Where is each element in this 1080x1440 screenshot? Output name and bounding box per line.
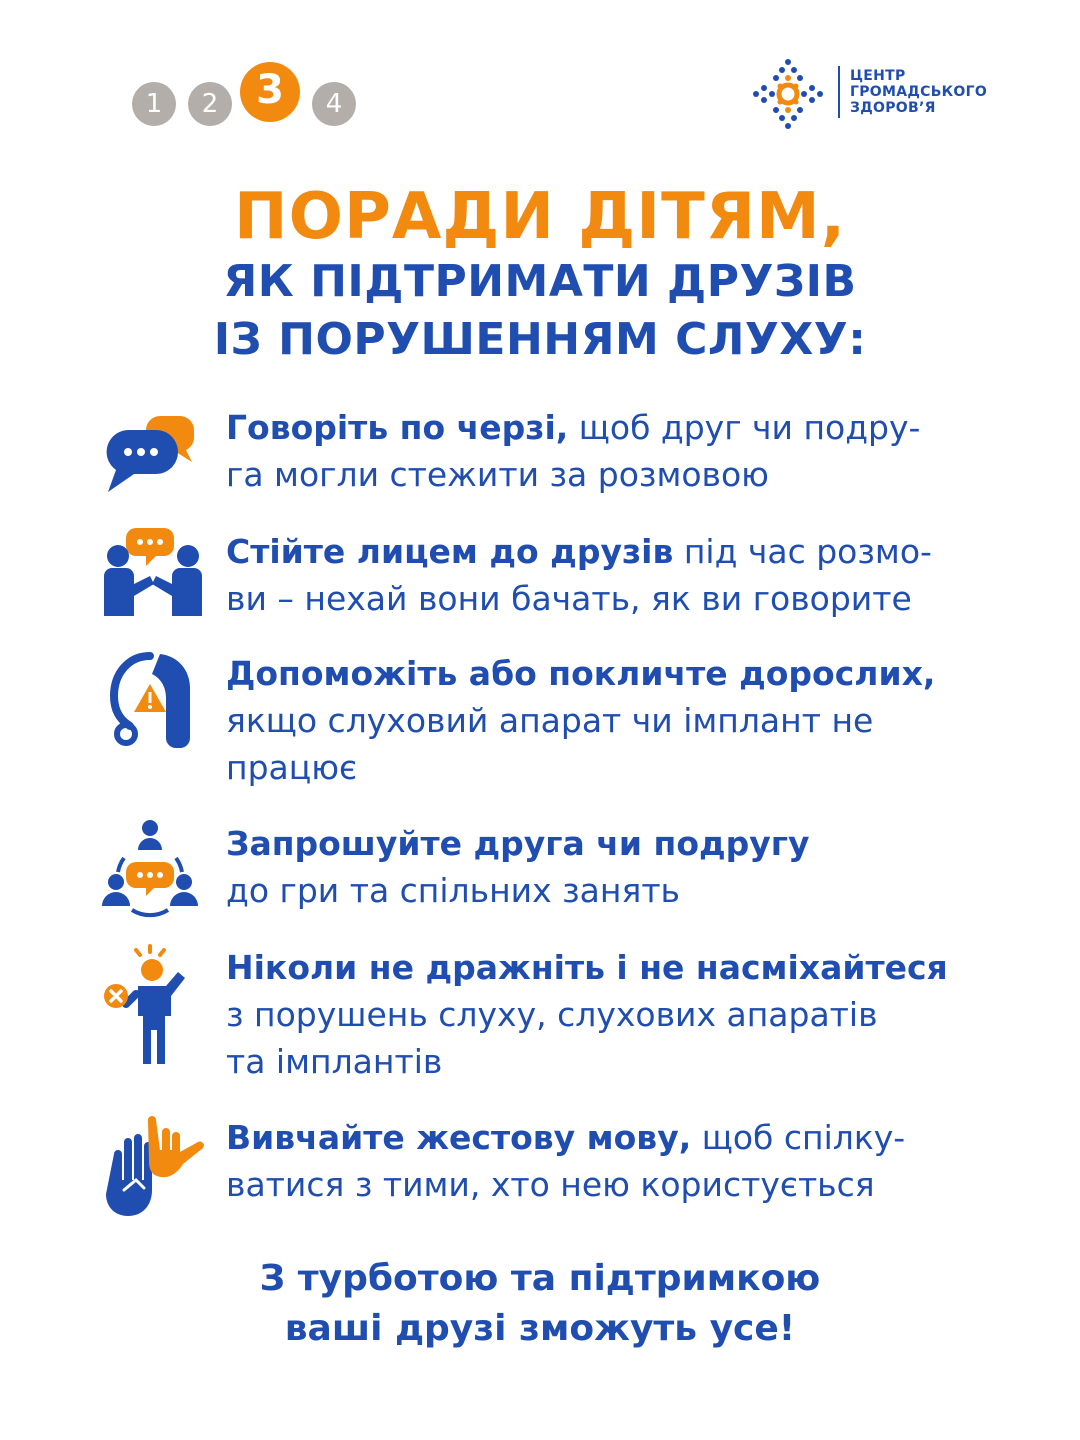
tip-6-line-2: ватися з тими, хто нею користується	[226, 1165, 875, 1204]
page-dot-3-active: 3	[240, 62, 300, 122]
tip-1-rest: щоб друг чи подру-	[568, 408, 921, 447]
tip-1-text	[226, 404, 1026, 498]
tip-6-text	[226, 1114, 1026, 1208]
logo-line-1: ЦЕНТР	[850, 68, 906, 84]
tip-5-line-3: та імплантів	[226, 1042, 443, 1081]
hearing-aid-warning-icon	[100, 650, 210, 760]
page-dot-1: 1	[132, 82, 176, 126]
logo-mark-icon	[752, 58, 832, 130]
organization-logo	[752, 58, 988, 130]
tip-3-bold: Допоможіть або покличте дорослих,	[226, 654, 936, 693]
logo-line-2: ГРОМАДСЬКОГО	[850, 84, 988, 100]
tip-2-line-2: ви – нехай вони бачать, як ви говорите	[226, 579, 912, 618]
tip-5-line-2: з порушень слуху, слухових апаратів	[226, 995, 878, 1034]
tip-6-bold: Вивчайте жестову мову,	[226, 1118, 692, 1157]
page-dot-2: 2	[188, 82, 232, 126]
tip-3-line-2: якщо слуховий апарат чи імплант не	[226, 701, 874, 740]
logo-line-3: ЗДОРОВ’Я	[850, 100, 936, 116]
logo-divider	[838, 66, 840, 118]
tip-4-line-2: до гри та спільних занять	[226, 871, 680, 910]
sign-language-hands-icon	[100, 1114, 210, 1224]
no-teasing-icon	[100, 944, 210, 1064]
people-talking-icon	[100, 528, 210, 638]
footer-line-2: ваші друзі зможуть усе!	[284, 1308, 796, 1349]
speech-bubbles-icon	[100, 404, 210, 514]
page-dot-4: 4	[312, 82, 356, 126]
tip-5-text	[226, 944, 1026, 1085]
tip-3-line-3: працює	[226, 748, 358, 787]
tip-2-rest: під час розмо-	[673, 532, 932, 571]
group-circle-icon	[100, 820, 210, 930]
tip-1-bold: Говоріть по черзі,	[226, 408, 569, 447]
tip-6-rest: щоб спілку-	[691, 1118, 906, 1157]
tip-2-text	[226, 528, 1026, 622]
footer-line-1: З турботою та підтримкою	[259, 1258, 821, 1299]
logo-text	[850, 68, 987, 116]
tip-2-bold: Стійте лицем до друзів	[226, 532, 674, 571]
tip-4-text	[226, 820, 1026, 914]
tip-4-bold: Запрошуйте друга чи подругу	[226, 824, 810, 863]
tip-5-bold: Ніколи не дражніть і не насміхайтеся	[226, 948, 948, 987]
tip-3-text	[226, 650, 1026, 791]
title-line-2: ЯК ПІДТРИМАТИ ДРУЗІВ	[223, 256, 857, 307]
title-line-3: ІЗ ПОРУШЕННЯМ СЛУХУ:	[213, 314, 867, 365]
title-line-1: ПОРАДИ ДІТЯМ,	[234, 180, 846, 254]
tip-1-line-2: га могли стежити за розмовою	[226, 455, 769, 494]
